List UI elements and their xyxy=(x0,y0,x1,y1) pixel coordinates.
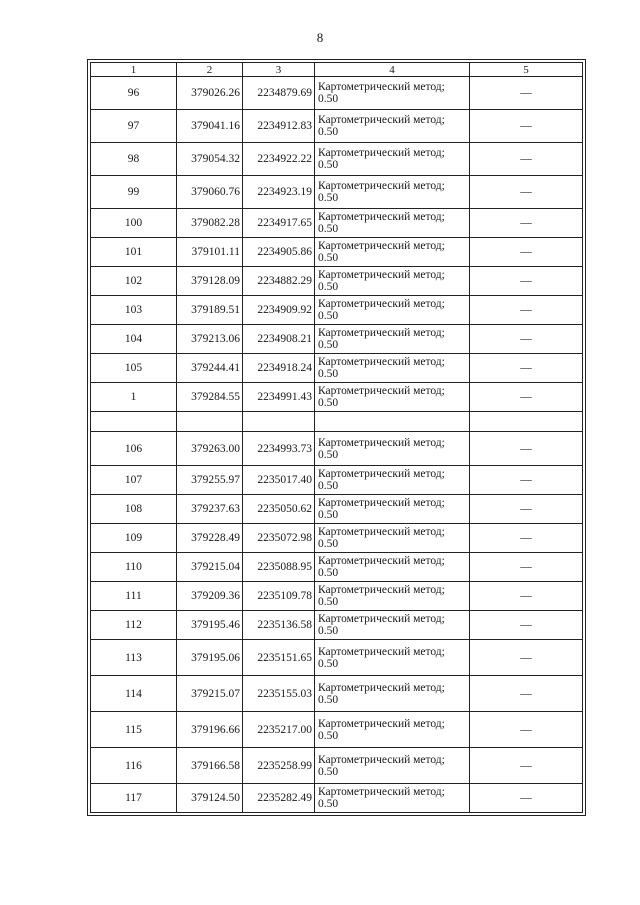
table-row xyxy=(91,238,583,267)
method-cell: Картометрический метод; 0.50 xyxy=(315,209,470,238)
point-number-cell: 105 xyxy=(91,354,177,383)
method-cell: Картометрический метод; 0.50 xyxy=(315,296,470,325)
y-coordinate-cell: 2234882.29 xyxy=(243,267,315,296)
note-cell: — xyxy=(470,238,583,267)
note-cell: — xyxy=(470,466,583,495)
x-coordinate-cell: 379284.55 xyxy=(177,383,243,412)
header-col-3: 3 xyxy=(243,63,315,77)
method-cell: Картометрический метод; 0.50 xyxy=(315,611,470,640)
x-coordinate-cell: 379213.06 xyxy=(177,325,243,354)
table-row xyxy=(91,176,583,209)
y-coordinate-cell: 2235088.95 xyxy=(243,553,315,582)
header-col-4: 4 xyxy=(315,63,470,77)
method-cell: Картометрический метод; 0.50 xyxy=(315,176,470,209)
note-cell: — xyxy=(470,209,583,238)
table-row xyxy=(91,784,583,813)
method-cell: Картометрический метод; 0.50 xyxy=(315,676,470,712)
table-row xyxy=(91,748,583,784)
table-row xyxy=(91,524,583,553)
table-row xyxy=(91,354,583,383)
y-coordinate-cell: 2235258.99 xyxy=(243,748,315,784)
x-coordinate-cell: 379166.58 xyxy=(177,748,243,784)
method-cell: Картометрический метод; 0.50 xyxy=(315,110,470,143)
x-coordinate-cell: 379082.28 xyxy=(177,209,243,238)
table-row xyxy=(91,77,583,110)
x-coordinate-cell: 379124.50 xyxy=(177,784,243,813)
y-coordinate-cell: 2234923.19 xyxy=(243,176,315,209)
note-cell: — xyxy=(470,611,583,640)
method-cell xyxy=(315,412,470,432)
table-row xyxy=(91,640,583,676)
method-cell: Картометрический метод; 0.50 xyxy=(315,495,470,524)
point-number-cell: 110 xyxy=(91,553,177,582)
method-cell: Картометрический метод; 0.50 xyxy=(315,784,470,813)
x-coordinate-cell: 379209.36 xyxy=(177,582,243,611)
note-cell: — xyxy=(470,640,583,676)
point-number-cell: 112 xyxy=(91,611,177,640)
table-header-row xyxy=(91,63,583,77)
table-row xyxy=(91,325,583,354)
table-row xyxy=(91,676,583,712)
x-coordinate-cell: 379255.97 xyxy=(177,466,243,495)
x-coordinate-cell: 379026.26 xyxy=(177,77,243,110)
x-coordinate-cell: 379215.07 xyxy=(177,676,243,712)
method-cell: Картометрический метод; 0.50 xyxy=(315,524,470,553)
note-cell: — xyxy=(470,143,583,176)
x-coordinate-cell: 379101.11 xyxy=(177,238,243,267)
note-cell: — xyxy=(470,524,583,553)
y-coordinate-cell: 2234918.24 xyxy=(243,354,315,383)
note-cell: — xyxy=(470,296,583,325)
method-cell: Картометрический метод; 0.50 xyxy=(315,267,470,296)
point-number-cell: 101 xyxy=(91,238,177,267)
method-cell: Картометрический метод; 0.50 xyxy=(315,432,470,466)
method-cell: Картометрический метод; 0.50 xyxy=(315,77,470,110)
x-coordinate-cell: 379128.09 xyxy=(177,267,243,296)
x-coordinate-cell: 379244.41 xyxy=(177,354,243,383)
y-coordinate-cell: 2234991.43 xyxy=(243,383,315,412)
point-number-cell: 109 xyxy=(91,524,177,553)
method-cell: Картометрический метод; 0.50 xyxy=(315,143,470,176)
table-row xyxy=(91,466,583,495)
x-coordinate-cell: 379215.04 xyxy=(177,553,243,582)
point-number-cell: 98 xyxy=(91,143,177,176)
method-cell: Картометрический метод; 0.50 xyxy=(315,640,470,676)
note-cell: — xyxy=(470,354,583,383)
note-cell: — xyxy=(470,432,583,466)
point-number-cell: 107 xyxy=(91,466,177,495)
table-row xyxy=(91,383,583,412)
y-coordinate-cell: 2234917.65 xyxy=(243,209,315,238)
point-number-cell: 113 xyxy=(91,640,177,676)
header-col-1: 1 xyxy=(91,63,177,77)
table-row xyxy=(91,582,583,611)
method-cell: Картометрический метод; 0.50 xyxy=(315,383,470,412)
method-cell: Картометрический метод; 0.50 xyxy=(315,712,470,748)
y-coordinate-cell: 2234912.83 xyxy=(243,110,315,143)
x-coordinate-cell: 379196.66 xyxy=(177,712,243,748)
point-number-cell: 108 xyxy=(91,495,177,524)
table-row xyxy=(91,611,583,640)
page-number: 8 xyxy=(316,30,324,45)
table-row xyxy=(91,553,583,582)
y-coordinate-cell: 2235136.58 xyxy=(243,611,315,640)
y-coordinate-cell: 2235155.03 xyxy=(243,676,315,712)
x-coordinate-cell: 379060.76 xyxy=(177,176,243,209)
y-coordinate-cell: 2235217.00 xyxy=(243,712,315,748)
note-cell: — xyxy=(470,77,583,110)
y-coordinate-cell: 2235072.98 xyxy=(243,524,315,553)
point-number-cell: 102 xyxy=(91,267,177,296)
point-number-cell: 100 xyxy=(91,209,177,238)
x-coordinate-cell: 379228.49 xyxy=(177,524,243,553)
note-cell: — xyxy=(470,582,583,611)
table-row xyxy=(91,209,583,238)
header-col-5: 5 xyxy=(470,63,583,77)
table-row xyxy=(91,712,583,748)
note-cell: — xyxy=(470,383,583,412)
note-cell: — xyxy=(470,110,583,143)
y-coordinate-cell: 2235017.40 xyxy=(243,466,315,495)
y-coordinate-cell: 2234905.86 xyxy=(243,238,315,267)
table-body xyxy=(91,77,583,813)
table-row xyxy=(91,432,583,466)
y-coordinate-cell: 2234909.92 xyxy=(243,296,315,325)
method-cell: Картометрический метод; 0.50 xyxy=(315,748,470,784)
method-cell: Картометрический метод; 0.50 xyxy=(315,354,470,383)
note-cell: — xyxy=(470,748,583,784)
note-cell: — xyxy=(470,267,583,296)
note-cell: — xyxy=(470,676,583,712)
method-cell: Картометрический метод; 0.50 xyxy=(315,238,470,267)
note-cell: — xyxy=(470,553,583,582)
point-number-cell: 116 xyxy=(91,748,177,784)
y-coordinate-cell xyxy=(243,412,315,432)
y-coordinate-cell: 2235282.49 xyxy=(243,784,315,813)
point-number-cell: 97 xyxy=(91,110,177,143)
x-coordinate-cell: 379054.32 xyxy=(177,143,243,176)
point-number-cell: 1 xyxy=(91,383,177,412)
x-coordinate-cell: 379189.51 xyxy=(177,296,243,325)
note-cell xyxy=(470,412,583,432)
coordinates-table xyxy=(90,62,583,813)
method-cell: Картометрический метод; 0.50 xyxy=(315,466,470,495)
point-number-cell: 115 xyxy=(91,712,177,748)
note-cell: — xyxy=(470,712,583,748)
x-coordinate-cell xyxy=(177,412,243,432)
table-row xyxy=(91,495,583,524)
x-coordinate-cell: 379237.63 xyxy=(177,495,243,524)
y-coordinate-cell: 2234993.73 xyxy=(243,432,315,466)
x-coordinate-cell: 379195.06 xyxy=(177,640,243,676)
point-number-cell: 96 xyxy=(91,77,177,110)
x-coordinate-cell: 379263.00 xyxy=(177,432,243,466)
y-coordinate-cell: 2235109.78 xyxy=(243,582,315,611)
y-coordinate-cell: 2235151.65 xyxy=(243,640,315,676)
x-coordinate-cell: 379195.46 xyxy=(177,611,243,640)
table-row xyxy=(91,267,583,296)
header-col-2: 2 xyxy=(177,63,243,77)
y-coordinate-cell: 2234908.21 xyxy=(243,325,315,354)
method-cell: Картометрический метод; 0.50 xyxy=(315,553,470,582)
note-cell: — xyxy=(470,176,583,209)
point-number-cell xyxy=(91,412,177,432)
point-number-cell: 111 xyxy=(91,582,177,611)
point-number-cell: 99 xyxy=(91,176,177,209)
table-row xyxy=(91,412,583,432)
x-coordinate-cell: 379041.16 xyxy=(177,110,243,143)
y-coordinate-cell: 2235050.62 xyxy=(243,495,315,524)
note-cell: — xyxy=(470,784,583,813)
table-row xyxy=(91,296,583,325)
note-cell: — xyxy=(470,325,583,354)
table-row xyxy=(91,143,583,176)
y-coordinate-cell: 2234879.69 xyxy=(243,77,315,110)
point-number-cell: 103 xyxy=(91,296,177,325)
point-number-cell: 106 xyxy=(91,432,177,466)
point-number-cell: 117 xyxy=(91,784,177,813)
method-cell: Картометрический метод; 0.50 xyxy=(315,325,470,354)
point-number-cell: 114 xyxy=(91,676,177,712)
note-cell: — xyxy=(470,495,583,524)
method-cell: Картометрический метод; 0.50 xyxy=(315,582,470,611)
table-row xyxy=(91,110,583,143)
point-number-cell: 104 xyxy=(91,325,177,354)
y-coordinate-cell: 2234922.22 xyxy=(243,143,315,176)
